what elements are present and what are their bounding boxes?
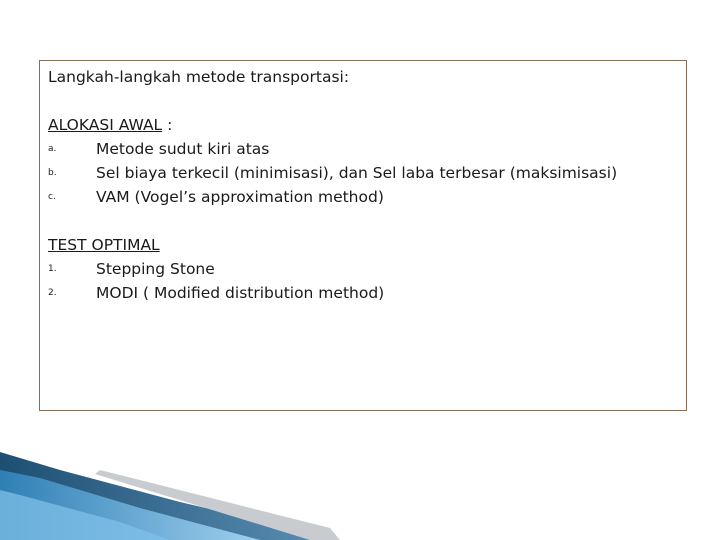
section-test-optimal	[48, 233, 678, 305]
decorative-wave-graphic	[0, 440, 720, 540]
list-item-text: VAM (Vogel’s approximation method)	[96, 188, 384, 206]
list-marker: 1.	[48, 264, 57, 274]
section-heading	[48, 113, 678, 137]
list-marker: c.	[48, 192, 56, 202]
list-item-text: MODI ( Modified distribution method)	[96, 284, 385, 302]
list-item	[48, 281, 678, 305]
section-title-suffix: :	[162, 116, 173, 134]
list-item	[48, 161, 678, 185]
list-item-text: Stepping Stone	[96, 260, 215, 278]
list-item	[48, 137, 678, 161]
section-title: TEST OPTIMAL	[48, 236, 160, 254]
list-marker: 2.	[48, 288, 57, 298]
section-title: ALOKASI AWAL	[48, 116, 163, 134]
intro-text: Langkah-langkah metode transportasi:	[48, 68, 350, 86]
list-item	[48, 257, 678, 281]
list-item-text: Sel biaya terkecil (minimisasi), dan Sel laba terbesar (maksimisasi)	[96, 164, 618, 182]
section-heading	[48, 233, 678, 257]
list-marker: a.	[48, 144, 57, 154]
section-alokasi-awal	[48, 113, 678, 209]
list-item-text: Metode sudut kiri atas	[96, 140, 270, 158]
content-box	[39, 60, 687, 411]
method-list	[48, 137, 678, 209]
list-marker: b.	[48, 168, 57, 178]
method-list	[48, 257, 678, 305]
list-item	[48, 185, 678, 209]
